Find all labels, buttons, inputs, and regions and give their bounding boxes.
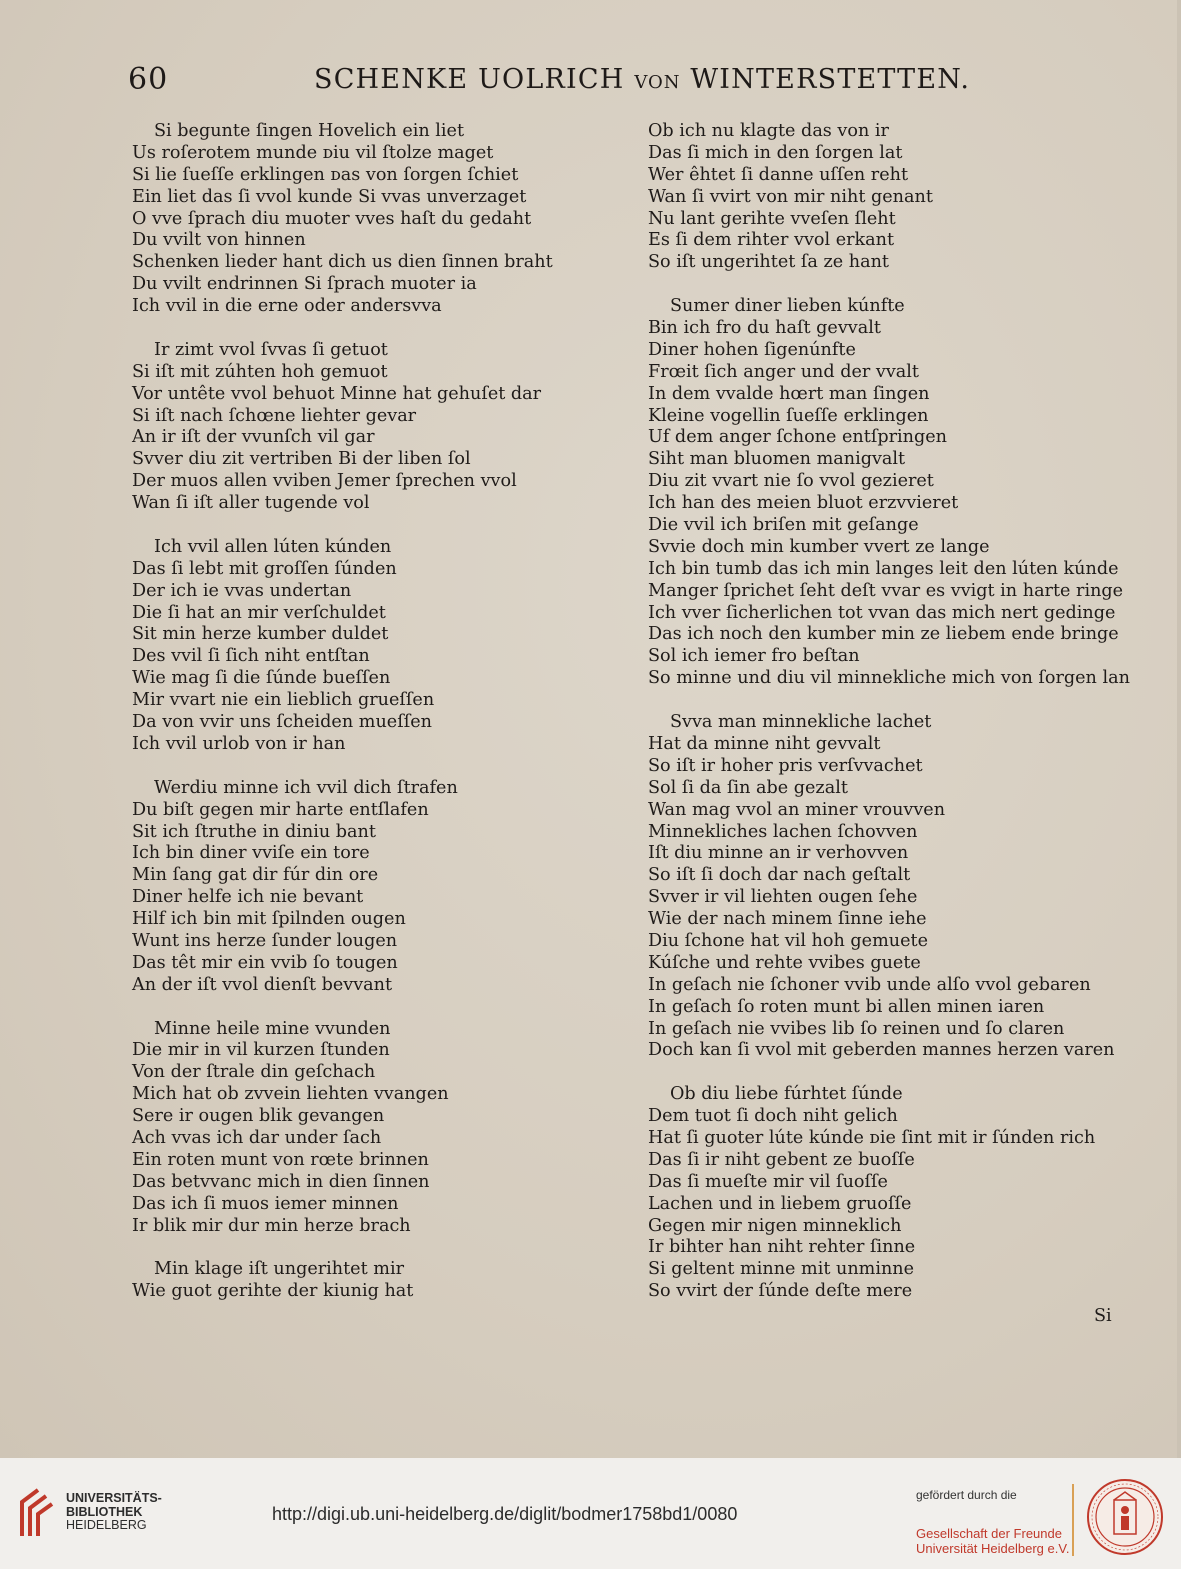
stanza-gap xyxy=(648,274,1136,296)
permalink-url[interactable]: http://digi.ub.uni-heidelberg.de/diglit/bodmer1758bd1/0080 xyxy=(272,1504,738,1524)
verse-line: Wan ſi iſt aller tugende vol xyxy=(132,493,370,514)
verse-line: Des vvil ſi ſich niht entſtan xyxy=(132,646,370,667)
verse-line: Ich vvil urlob von ir han xyxy=(132,733,346,754)
verse-line: Ob ich nu klagte das von ir xyxy=(648,121,889,141)
verse-line: Si iſt nach ſchœne liehter gevar xyxy=(132,405,417,426)
stanza-gap xyxy=(132,318,572,340)
verse-line: Kúſche und rehte vvibes guete xyxy=(648,952,921,973)
verse-line: Das ſi ir niht gebent ze buoſſe xyxy=(648,1149,915,1170)
verse-line: Es ſi dem rihter vvol erkant xyxy=(648,230,895,251)
verse-line: So iſt ir hoher pris verſvvachet xyxy=(648,755,923,776)
verse-line: Das ſi mueſte mir vil ſuoſſe xyxy=(648,1171,888,1192)
right-column xyxy=(648,121,1136,1303)
verse-line: Uf dem anger ſchone entſpringen xyxy=(648,427,947,448)
stanza-gap xyxy=(648,1062,1136,1084)
verse-line: Mir vvart nie ein lieblich grueſſen xyxy=(132,690,435,711)
verse-line: Kleine vogellin ſueſſe erklingen xyxy=(648,405,929,426)
verse-line: Svver ir vil liehten ougen ſehe xyxy=(648,887,918,908)
verse-line: Vor untête vvol behuot Minne hat gehuſet dar xyxy=(132,383,542,404)
verse-line: Diner hohen ſigenúnfte xyxy=(648,339,856,360)
verse-line: Min ſang gat dir fúr din ore xyxy=(132,865,379,886)
verse-line: Schenken lieder hant dich us dien ſinnen braht xyxy=(132,252,553,273)
verse-line: Das têt mir ein vvib ſo tougen xyxy=(132,952,398,973)
verse-line: Sol ſi da ſin abe gezalt xyxy=(648,777,848,798)
verse-line: Svvie doch min kumber vvert ze lange xyxy=(648,536,990,557)
title-part1: SCHENKE UOLRICH xyxy=(314,64,625,95)
verse-line: Us roſerotem munde ᴅiu vil ſtolze maget xyxy=(132,142,494,163)
verse-line: Ir blik mir dur min herze brach xyxy=(132,1215,411,1236)
verse-line: So vvirt der ſúnde deſte mere xyxy=(648,1281,913,1302)
verse-line: Ich vvil allen lúten kúnden xyxy=(154,536,392,557)
verse-line: Ein liet das ſi vvol kunde Si vvas unverzaget xyxy=(132,186,527,207)
verse-line: Svva man minnekliche lachet xyxy=(670,712,932,733)
verse-line: Das ich noch den kumber min ze liebem ende bringe xyxy=(648,624,1119,645)
verse-line: Der muos allen vviben Jemer ſprechen vvol xyxy=(132,471,517,492)
verse-line: So iſt ungerihtet ſa ze hant xyxy=(648,252,889,273)
stanza-gap xyxy=(648,690,1136,712)
stanza-gap xyxy=(132,1237,572,1259)
verse-line: Minnekliches lachen ſchovven xyxy=(648,821,918,842)
page-header xyxy=(128,62,971,102)
verse-line: So iſt ſi doch dar nach geſtalt xyxy=(648,865,911,886)
verse-line: Wer êhtet ſi danne uſſen reht xyxy=(648,164,909,185)
verse-line: So minne und diu vil minnekliche mich von ſorgen lan xyxy=(648,668,1130,689)
verse-line: Sit min herze kumber duldet xyxy=(132,624,389,645)
verse-line: An ir iſt der vvunſch vil gar xyxy=(132,427,375,448)
verse-line: Das ſi lebt mit groſſen ſúnden xyxy=(132,558,397,579)
verse-line: Ir bihter han niht rehter ſinne xyxy=(648,1237,916,1258)
stanza-gap xyxy=(132,515,572,537)
verse-line: Si begunte ſingen Hovelich ein liet xyxy=(154,121,465,141)
catchword: Si xyxy=(1094,1306,1112,1326)
verse-line: Ich bin tumb das ich min langes leit den lúten kúnde xyxy=(648,558,1119,579)
verse-line: Mich hat ob zvvein liehten vvangen xyxy=(132,1084,449,1105)
verse-line: Sumer diner lieben kúnfte xyxy=(670,296,905,317)
verse-line: Die mir in vil kurzen ſtunden xyxy=(132,1040,390,1061)
verse-line: In geſach ſo roten munt bi allen minen iaren xyxy=(648,996,1045,1017)
verse-line: Du vvilt endrinnen Si ſprach muoter ia xyxy=(132,274,477,295)
verse-line: Die ſi hat an mir verſchuldet xyxy=(132,602,386,623)
verse-line: Hat da minne niht gevvalt xyxy=(648,733,881,754)
verse-line: Diu zit vvart nie ſo vvol gezieret xyxy=(648,471,934,492)
verse-line: Der ich ie vvas undertan xyxy=(132,580,352,601)
verse-line: Minne heile mine vvunden xyxy=(154,1018,391,1039)
verse-line: Von der ſtrale din geſchach xyxy=(132,1062,376,1083)
verse-line: Gegen mir nigen minneklich xyxy=(648,1215,902,1236)
verse-line: Ein roten munt von rœte brinnen xyxy=(132,1149,429,1170)
verse-line: Doch kan ſi vvol mit geberden mannes herzen varen xyxy=(648,1040,1115,1061)
verse-line: In geſach nie ſchoner vvib unde alſo vvol gebaren xyxy=(648,974,1091,995)
library-name: UNIVERSITÄTS- BIBLIOTHEK HEIDELBERG xyxy=(66,1491,162,1532)
verse-line: Dem tuot ſi doch niht gelich xyxy=(648,1106,898,1127)
verse-line: Bin ich fro du haſt gevvalt xyxy=(648,318,881,339)
verse-line: In geſach nie vvibes lib ſo reinen und ſo claren xyxy=(648,1018,1065,1039)
verse-line: Svver diu zit vertriben Bi der liben ſol xyxy=(132,449,471,470)
page-number: 60 xyxy=(128,62,169,97)
verse-line: Lachen und in liebem gruoſſe xyxy=(648,1193,912,1214)
verse-line: O vve ſprach diu muoter vves haſt du gedaht xyxy=(132,208,532,229)
footer-divider xyxy=(1072,1484,1074,1556)
verse-line: Ir zimt vvol ſvvas ſi getuot xyxy=(154,339,388,360)
verse-line: Sere ir ougen blik gevangen xyxy=(132,1106,385,1127)
verse-line: Sol ich iemer fro beſtan xyxy=(648,646,860,667)
verse-line: Manger ſprichet ſeht deſt vvar es vvigt in harte ringe xyxy=(648,580,1124,601)
verse-line: Da von vvir uns ſcheiden mueſſen xyxy=(132,712,432,733)
verse-line: Ich han des meien bluot erzvvieret xyxy=(648,493,959,514)
verse-line: Die vvil ich briſen mit geſange xyxy=(648,515,919,536)
verse-line: Wan ſi vvirt von mir niht genant xyxy=(648,186,933,207)
verse-line: Hat ſi guoter lúte kúnde ᴅie ſint mit ir ſúnden rich xyxy=(648,1127,1096,1148)
verse-line: Wie der nach minem ſinne iehe xyxy=(648,909,927,930)
library-logo-icon xyxy=(14,1484,54,1540)
verse-line: Du vvilt von hinnen xyxy=(132,230,306,251)
verse-line: Min klage iſt ungerihtet mir xyxy=(154,1259,404,1280)
society-name: Gesellschaft der Freunde Universität Heidelberg e.V. xyxy=(916,1526,1070,1556)
verse-line: Si iſt mit zúhten hoh gemuot xyxy=(132,361,388,382)
verse-line: Siht man bluomen manigvalt xyxy=(648,449,906,470)
funded-by-label: gefördert durch die xyxy=(916,1488,1017,1502)
verse-line: Wan mag vvol an miner vrouvven xyxy=(648,799,946,820)
verse-line: Das ſi mich in den ſorgen lat xyxy=(648,142,903,163)
stanza-gap xyxy=(132,756,572,778)
verse-line: Nu lant gerihte vveſen ſleht xyxy=(648,208,896,229)
verse-line: Wie guot gerihte der kiunig hat xyxy=(132,1281,414,1302)
verse-line: In dem vvalde hœrt man ſingen xyxy=(648,383,930,404)
verse-line: Das ich ſi muos iemer minnen xyxy=(132,1193,399,1214)
verse-line: Ich bin diner vviſe ein tore xyxy=(132,843,370,864)
verse-line: Ach vvas ich dar under ſach xyxy=(132,1127,382,1148)
verse-line: Ob diu liebe fúrhtet ſúnde xyxy=(670,1084,903,1105)
verse-line: Sit ich ſtruthe in diniu bant xyxy=(132,821,376,842)
verse-line: Ich vvil in die erne oder andersvva xyxy=(132,296,442,317)
verse-line: Si geltent minne mit unminne xyxy=(648,1259,915,1280)
verse-line: Du biſt gegen mir harte entſlafen xyxy=(132,799,429,820)
verse-line: Si lie ſueſſe erklingen ᴅas von ſorgen ſchiet xyxy=(132,164,519,185)
verse-line: Hilf ich bin mit ſpilnden ougen xyxy=(132,909,406,930)
verse-line: Ich vver ſicherlichen tot vvan das mich nert gedinge xyxy=(648,602,1116,623)
verse-line: Das betvvanc mich in dien ſinnen xyxy=(132,1171,430,1192)
verse-line: An der iſt vvol dienſt bevvant xyxy=(132,974,393,995)
university-seal-icon xyxy=(1086,1478,1164,1556)
verse-line: Frœit ſich anger und der vvalt xyxy=(648,361,919,382)
verse-line: Werdiu minne ich vvil dich ſtrafen xyxy=(154,777,458,798)
verse-line: Iſt diu minne an ir verhovven xyxy=(648,843,909,864)
footer-bar xyxy=(0,1458,1181,1569)
stanza-gap xyxy=(132,997,572,1019)
left-column xyxy=(132,121,572,1303)
verse-line: Wie mag ſi die ſúnde bueſſen xyxy=(132,668,391,689)
title-part2: WINTERSTETTEN. xyxy=(690,64,971,95)
running-title xyxy=(314,64,970,95)
verse-line: Diner helfe ich nie bevant xyxy=(132,887,364,908)
title-small: VON xyxy=(634,72,681,93)
verse-line: Wunt ins herze ſunder lougen xyxy=(132,930,398,951)
verse-line: Diu ſchone hat vil hoh gemuete xyxy=(648,930,928,951)
